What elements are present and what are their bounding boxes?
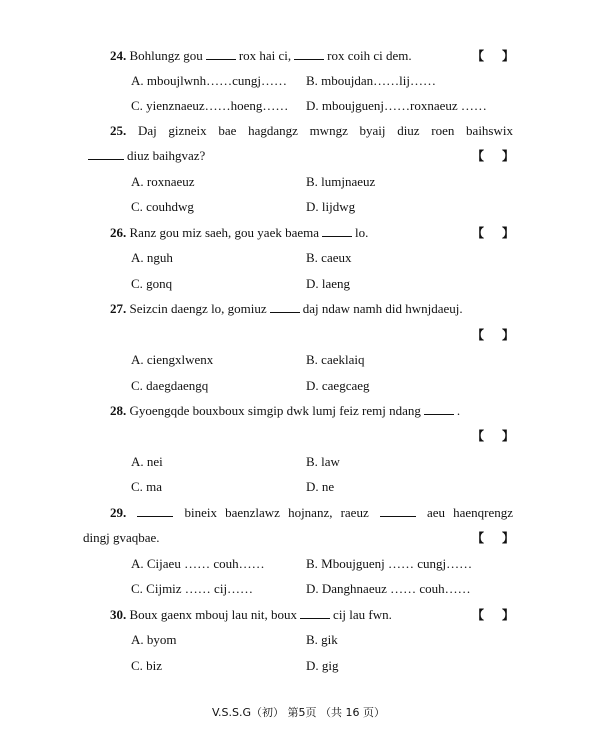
answer-blank <box>322 224 352 237</box>
answer-blank <box>424 402 454 415</box>
question-29-stem: 29. bineix baenzlawz hojnanz, raeuz aeu haenqrengz <box>110 505 513 520</box>
question-27-stem: 27. Seizcin daengz lo, gomiuz daj ndaw namh did hwnjdaeuj. <box>110 301 463 316</box>
answer-blank <box>270 300 300 313</box>
question-29-options-row-2: C. Cijmiz …… cij…… D. Danghnaeuz …… couh…… <box>131 581 471 596</box>
question-30-options-row-2: C. biz D. gig <box>131 658 339 673</box>
answer-blank <box>137 504 173 517</box>
question-26-options-row-1: A. nguh B. caeux <box>131 250 352 265</box>
page-footer: V.S.S.G（初） 第5页 （共 16 页） <box>211 706 386 719</box>
question-30-stem: 30. Boux gaenx mbouj lau nit, boux cij lau fwn. <box>110 607 392 622</box>
question-28-stem: 28. Gyoengqde bouxboux simgip dwk lumj feiz remj ndang . <box>110 403 461 418</box>
answer-blank <box>88 147 124 160</box>
question-27-options-row-2: C. daegdaengq D. caegcaeg <box>131 378 370 393</box>
question-25-options-row-2: C. couhdwg D. lijdwg <box>131 199 356 214</box>
question-25-stem: 25. Daj gizneix bae hagdangz mwngz byaij diuz roen baihswix <box>110 123 513 138</box>
question-27-options-row-1: A. ciengxlwenx B. caeklaiq <box>131 352 365 367</box>
question-24-options-row-2: C. yienznaeuz……hoeng…… D. mboujguenj……roxnaeuz …… <box>131 98 487 113</box>
answer-bracket: 【 】 <box>472 429 514 443</box>
answer-blank <box>294 47 324 60</box>
question-24-stem: 24. Bohlungz gou rox hai ci, rox coih ci dem. <box>110 48 412 63</box>
answer-blank <box>300 606 330 619</box>
answer-bracket: 【 】 <box>472 328 514 342</box>
question-26-stem: 26. Ranz gou miz saeh, gou yaek baema lo. <box>110 225 369 240</box>
question-28-options-row-1: A. nei B. law <box>131 454 340 469</box>
answer-bracket: 【 】 <box>472 531 514 545</box>
question-29-stem-cont: dingj gvaqbae. <box>83 530 160 545</box>
answer-bracket: 【 】 <box>472 149 514 163</box>
question-25-stem-cont: diuz baihgvaz? <box>83 146 513 166</box>
question-29-options-row-1: A. Cijaeu …… couh…… B. Mboujguenj …… cungj…… <box>131 556 473 571</box>
question-25-options-row-1: A. roxnaeuz B. lumjnaeuz <box>131 174 376 189</box>
answer-bracket: 【 】 <box>472 49 514 63</box>
question-28-options-row-2: C. ma D. ne <box>131 479 335 494</box>
question-24-options-row-1: A. mboujlwnh……cungj…… B. mboujdan……lij…… <box>131 73 436 88</box>
answer-blank <box>380 504 416 517</box>
question-26-options-row-2: C. gonq D. laeng <box>131 276 351 291</box>
question-30-options-row-1: A. byom B. gik <box>131 632 338 647</box>
answer-bracket: 【 】 <box>472 608 514 622</box>
answer-bracket: 【 】 <box>472 226 514 240</box>
answer-blank <box>206 47 236 60</box>
